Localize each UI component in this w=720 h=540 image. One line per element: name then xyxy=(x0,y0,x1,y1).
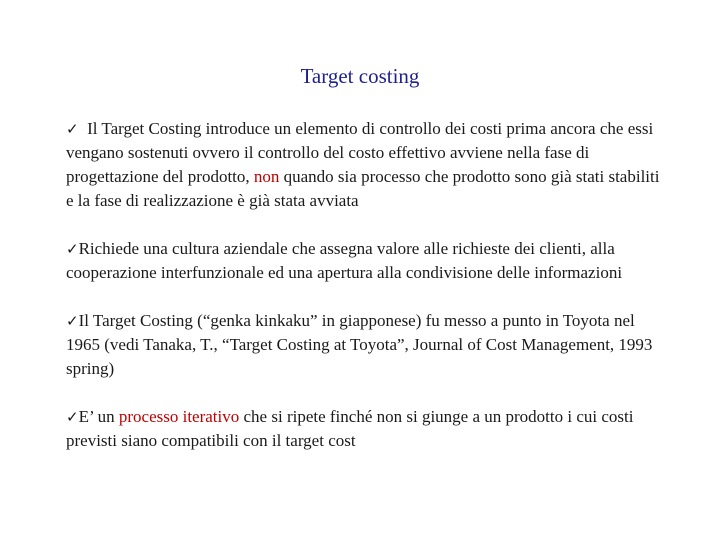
bullet-text: Il Target Costing introduce un elemento di controllo dei costi prima ancora che essi vengano sostenuti ovvero il controllo del costo effettivo avviene nella fase di progettazione del prodotto, xyxy=(66,119,654,186)
bullet-list xyxy=(66,117,666,453)
checkmark-icon: ✓ xyxy=(66,408,79,426)
highlighted-text: non xyxy=(253,167,280,186)
highlighted-text: processo iterativo xyxy=(118,407,240,426)
bullet-item xyxy=(66,405,666,453)
bullet-text: quando sia processo che prodotto sono già stati stabiliti e la fase di realizzazione è già stata avviata xyxy=(66,167,660,210)
bullet-text: E’ un xyxy=(78,407,119,426)
bullet-text: Il Target Costing (“genka kinkaku” in giapponese) fu messo a punto in Toyota nel 1965 (vedi Tanaka, T., “Target Costing at Toyota”, Journal of Cost Management, 1993 spring) xyxy=(66,311,653,378)
bullet-item xyxy=(66,309,666,381)
bullet-text: che si ripete finché non si giunge a un prodotto i cui costi previsti siano compatibili con il target cost xyxy=(66,407,634,450)
bullet-item xyxy=(66,117,666,213)
slide-title xyxy=(0,64,720,89)
slide-title-text: Target costing xyxy=(300,64,420,88)
bullet-item xyxy=(66,237,666,285)
bullet-text: Richiede una cultura aziendale che assegna valore alle richieste dei clienti, alla cooperazione interfunzionale ed una apertura alla condivisione delle informazioni xyxy=(66,239,623,282)
checkmark-icon: ✓ xyxy=(66,240,79,258)
checkmark-icon: ✓ xyxy=(66,312,79,330)
checkmark-icon: ✓ xyxy=(66,120,79,138)
